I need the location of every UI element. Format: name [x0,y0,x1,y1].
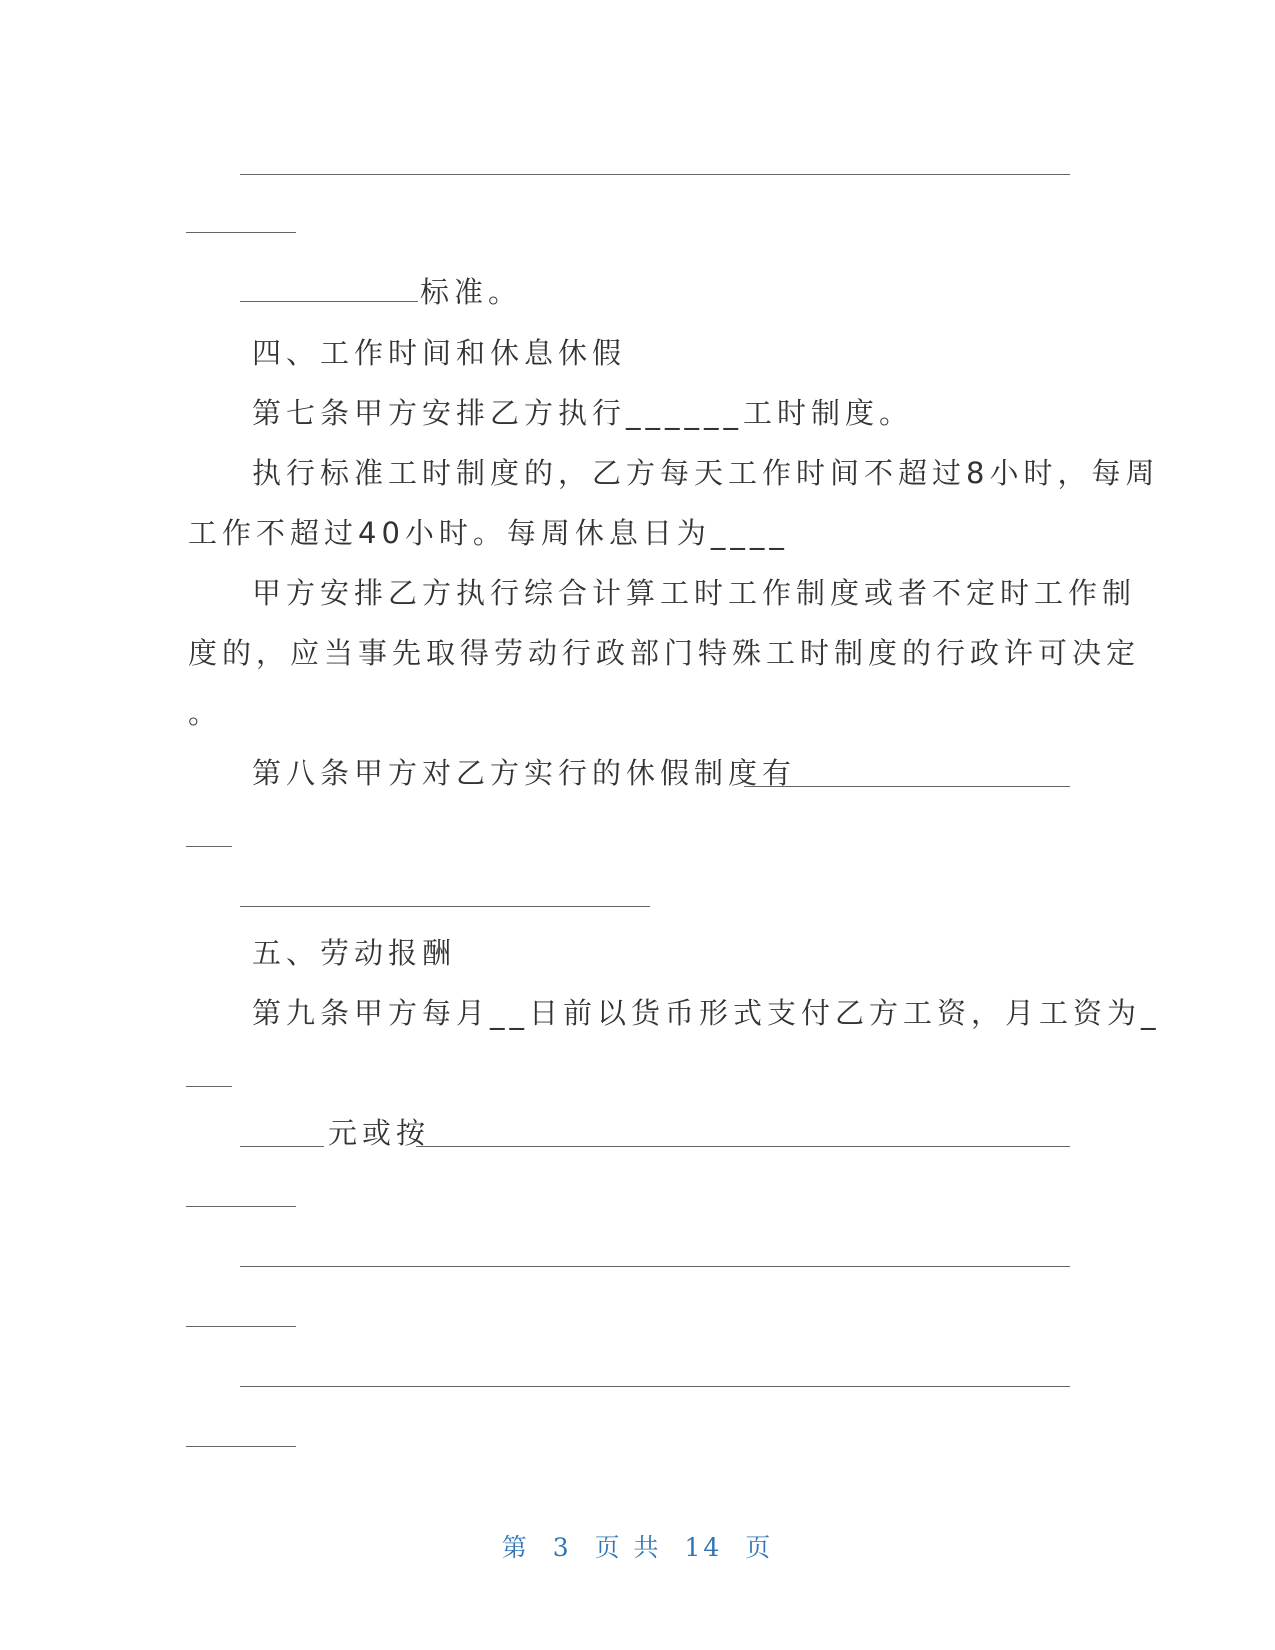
flexible-hours-line-1: 甲方安排乙方执行综合计算工时工作制度或者不定时工作制 [252,576,1137,610]
flexible-hours-line-2: 度的，应当事先取得劳动行政部门特殊工时制度的行政许可决定 [188,636,1141,670]
blank-line [186,232,296,233]
blank-line [186,1446,296,1447]
blank-line [240,174,1070,175]
section-4-heading: 四、工作时间和休息休假 [252,336,627,370]
article-8: 第八条甲方对乙方实行的休假制度有 [252,756,797,790]
section-5-heading: 五、劳动报酬 [252,936,457,970]
standard-hours-line-2: 工作不超过40小时。每周休息日为____ [188,516,789,550]
page-label-prefix: 第 [501,1533,530,1562]
standard-hours-line-1: 执行标准工时制度的，乙方每天工作时间不超过8小时，每周 [252,456,1160,490]
blank-line [186,846,232,847]
blank-line [416,1146,1070,1147]
current-page-number: 3 [552,1533,572,1562]
salary-text: 元或按 [328,1116,431,1150]
page-number-footer [0,1528,1275,1564]
page-label-suffix: 页 [745,1533,774,1562]
article-9: 第九条甲方每月__日前以货币形式支付乙方工资，月工资为_ [252,996,1161,1030]
blank-line [240,301,418,302]
blank-line [240,906,650,907]
total-pages-number: 14 [684,1533,723,1562]
blank-line [240,1146,324,1147]
blank-standard-text: 标准。 [420,275,523,309]
article-7: 第七条甲方安排乙方执行______工时制度。 [252,396,914,430]
blank-line [240,1266,1070,1267]
page-label-mid: 页 共 [594,1533,662,1562]
blank-line [744,786,1070,787]
blank-line [186,1086,232,1087]
flexible-hours-line-3: 。 [188,696,223,730]
blank-line [240,1386,1070,1387]
blank-line [186,1206,296,1207]
blank-line [186,1326,296,1327]
